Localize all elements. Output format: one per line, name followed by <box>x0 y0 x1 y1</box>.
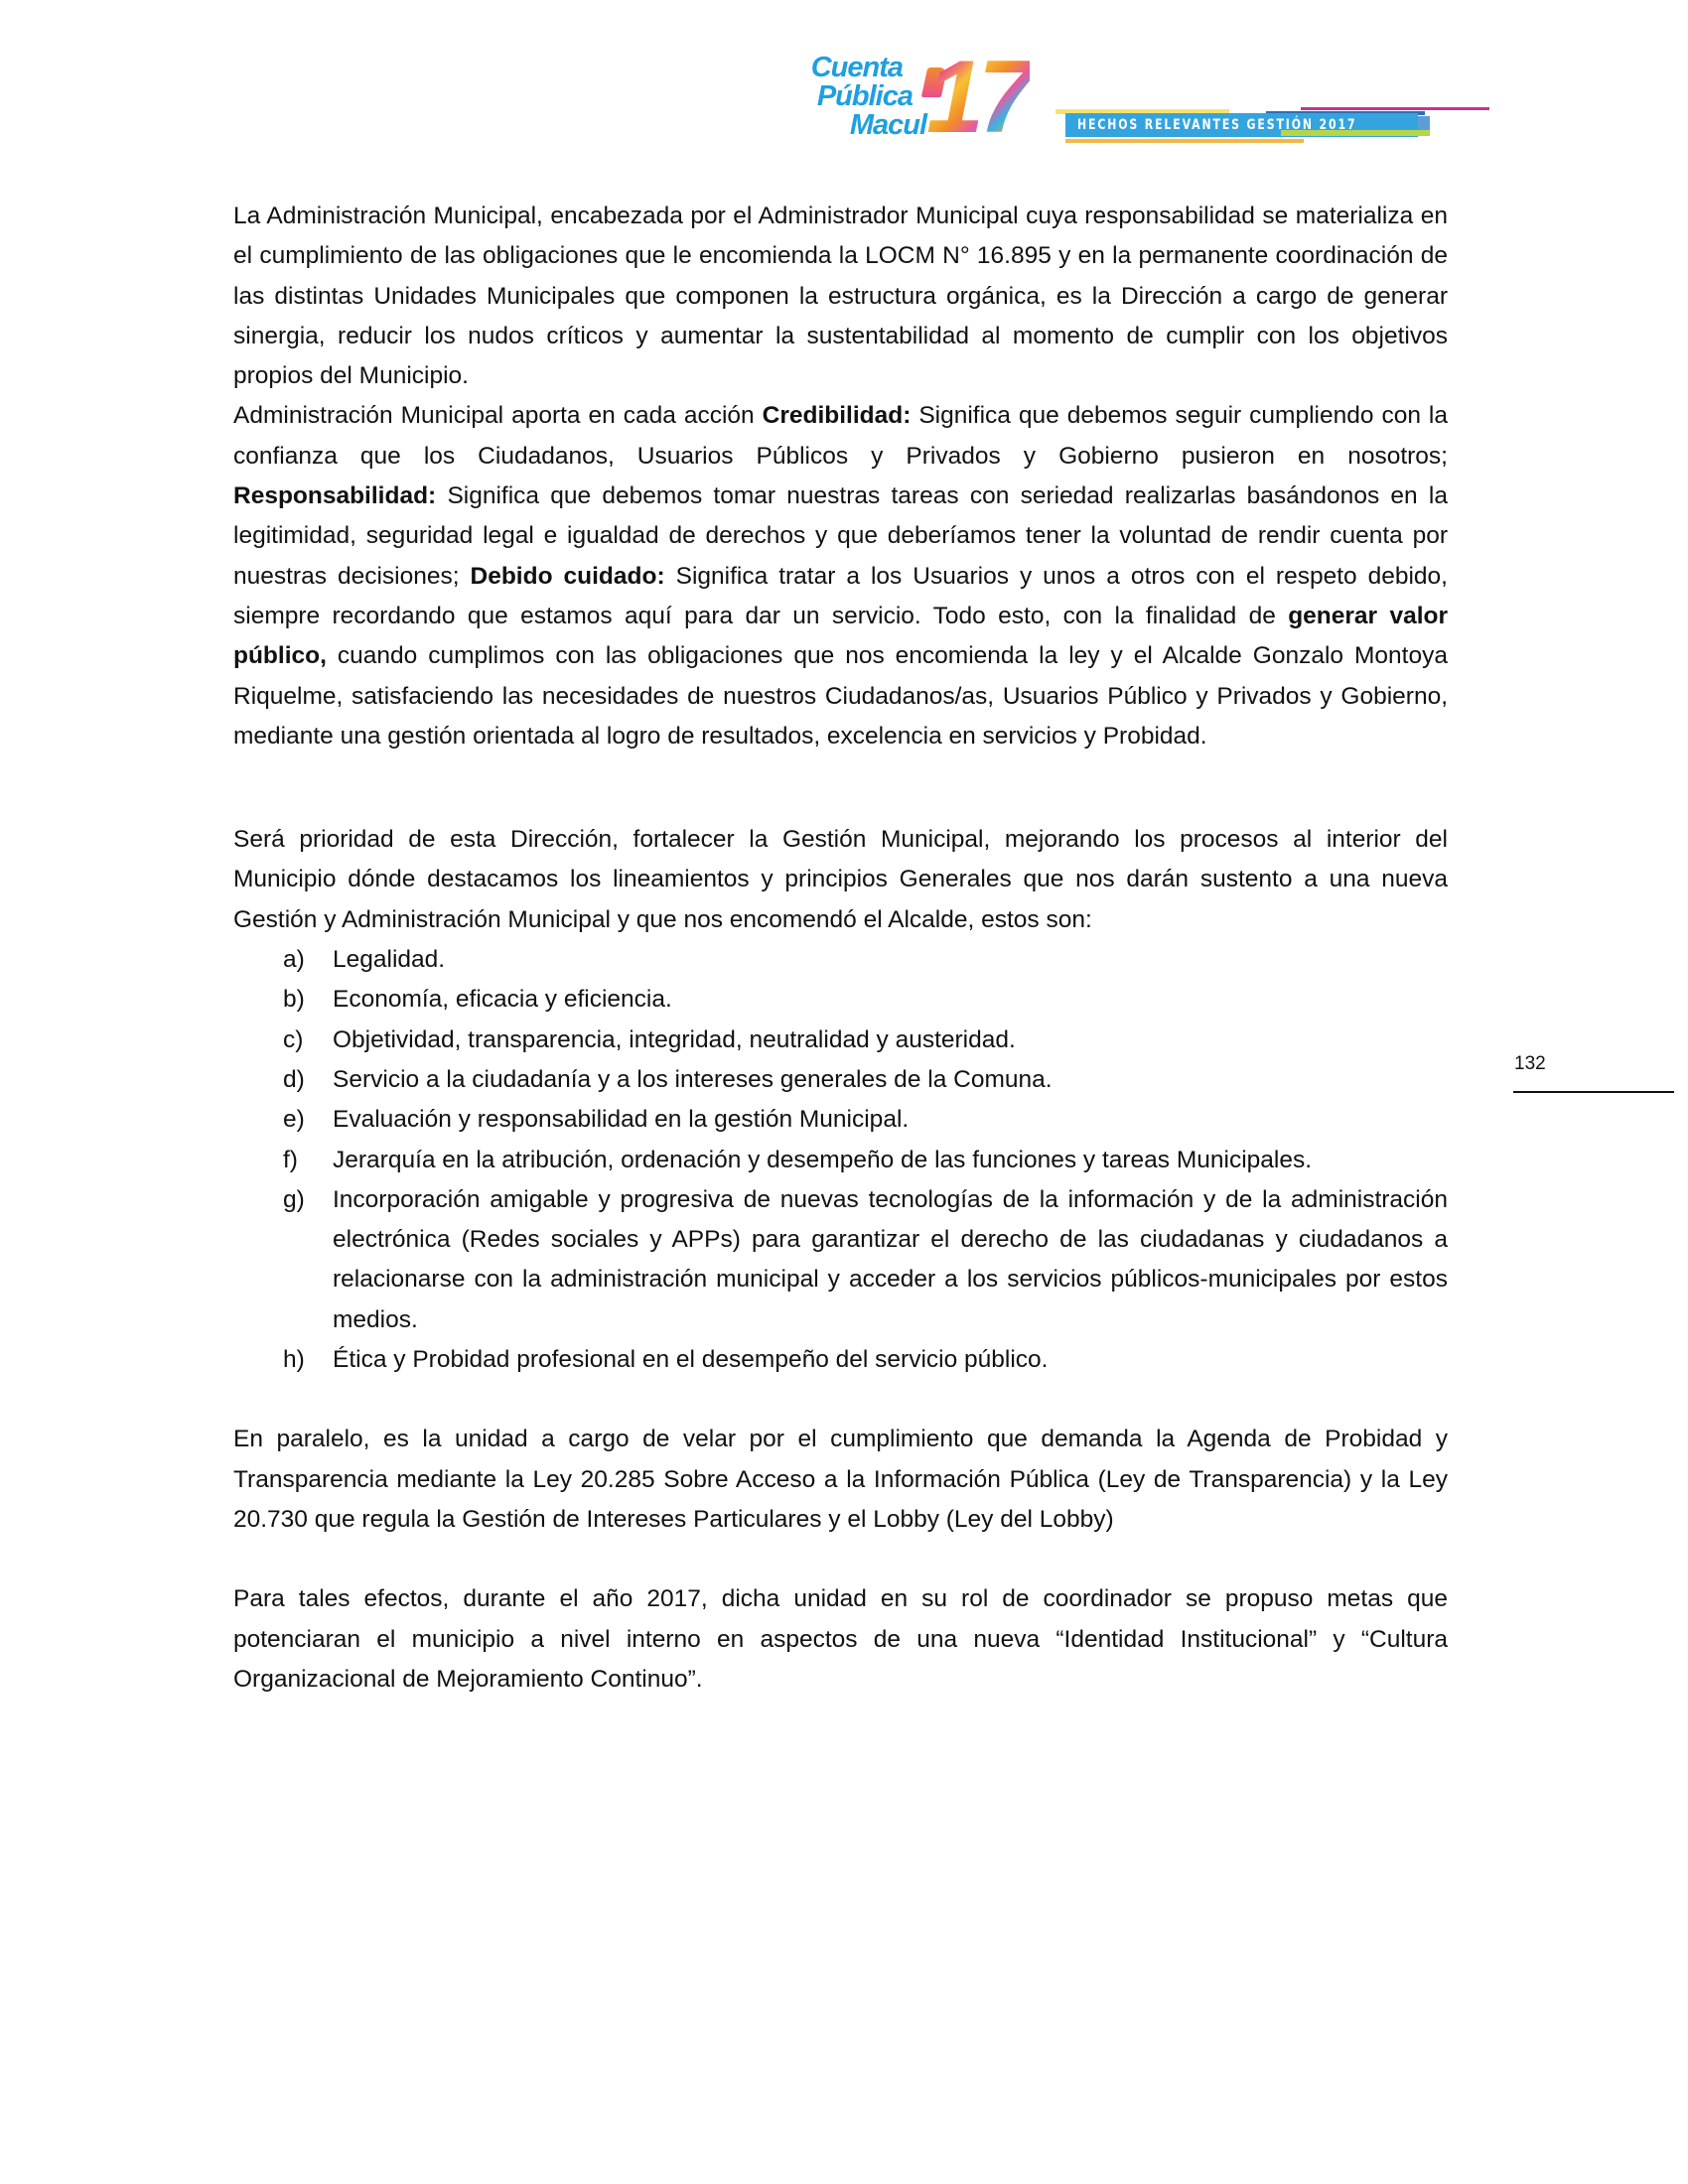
logo-line-1: Cuenta <box>810 52 903 83</box>
list-letter: b) <box>283 986 305 1014</box>
cuenta-publica-macul-logo <box>777 40 1036 155</box>
list-item <box>233 1141 1448 1180</box>
banner-title: HECHOS RELEVANTES GESTIÓN 2017 <box>1077 117 1357 133</box>
list-letter: c) <box>283 1025 304 1053</box>
list-item <box>233 1180 1448 1340</box>
list-item-text: Jerarquía en la atribución, ordenación y desempeño de las funciones y tareas Municipales. <box>333 1146 1313 1173</box>
list-item <box>233 980 1448 1020</box>
paragraph-priorities: Será prioridad de esta Dirección, fortalecer la Gestión Municipal, mejorando los procesos al interior del Municipio dónde destacamos los lineamientos y principios Generales que nos darán sustento a una nueva Gestión y Administración Municipal y que nos encomendó el Alcalde, estos son: <box>233 826 1448 933</box>
paragraph-administration-intro: La Administración Municipal, encabezada por el Administrador Municipal cuya responsabilidad se materializa en el cumplimiento de las obligaciones que le encomienda la LOCM N° 16.895 y en la permanente coordinación de las distintas Unidades Municipales que componen la estructura orgánica, es la Dirección a cargo de generar sinergia, reducir los nudos críticos y aumentar la sustentabilidad al momento de cumplir con los objetivos propios del Municipio. <box>233 203 1448 390</box>
list-item <box>233 1060 1448 1100</box>
values-text-4: Significa tratar a los Usuarios y unos a otros con el respeto debido, siempre recordando que estamos aquí para dar un servicio. Todo esto, con la finalidad de <box>233 562 1448 629</box>
spacer <box>233 756 1448 820</box>
page-number: 132 <box>1514 1053 1546 1074</box>
banner-stripe-magenta <box>1301 107 1489 110</box>
value-generar-valor-publico: generar valor público, <box>233 602 1449 670</box>
spacer <box>233 1380 1448 1420</box>
logo-line-2: Pública <box>816 80 913 112</box>
paragraph-values <box>233 396 1448 756</box>
banner-stripe-orange <box>1065 139 1304 143</box>
list-item-text: Servicio a la ciudadanía y a los intereses generales de la Comuna. <box>333 1065 1053 1093</box>
logo-wordmark <box>777 54 926 140</box>
list-item-text: Incorporación amigable y progresiva de nuevas tecnologías de la información y de la administración electrónica (Redes sociales y APPs) para garantizar el derecho de las ciudadanas y ciudadanos a relacionarse con la administración municipal y acceder a los servicios públicos-municipales por estos medios. <box>333 1185 1448 1333</box>
list-item-text: Ética y Probidad profesional en el desempeño del servicio público. <box>333 1346 1049 1374</box>
list-letter: f) <box>283 1146 298 1173</box>
spacer <box>233 1540 1448 1579</box>
list-letter: e) <box>283 1106 305 1134</box>
header-banner <box>1048 99 1445 147</box>
paragraph-transparency: En paralelo, es la unidad a cargo de velar por el cumplimiento que demanda la Agenda de Probidad y Transparencia mediante la Ley 20.285 Sobre Acceso a la Información Pública (Ley de Transparencia) y la Ley 20.730 que regula la Gestión de Intereses Particulares y el Lobby (Ley del Lobby) <box>233 1426 1448 1533</box>
value-debido-cuidado: Debido cuidado: <box>470 562 665 590</box>
list-letter: h) <box>283 1346 305 1374</box>
page-number-rule <box>1513 1091 1674 1093</box>
list-item-text: Evaluación y responsabilidad en la gestión Municipal. <box>333 1106 910 1134</box>
list-item-text: Objetividad, transparencia, integridad, neutralidad y austeridad. <box>333 1025 1016 1053</box>
values-text-5: cuando cumplimos con las obligaciones que nos encomienda la ley y el Alcalde Gonzalo Montoya Riquelme, satisfaciendo las necesidades de nuestros Ciudadanos/as, Usuarios Público y Privados y Gobierno, mediante una gestión orientada al logro de resultados, excelencia en servicios y Probidad. <box>233 642 1448 750</box>
list-letter: g) <box>283 1185 305 1213</box>
list-letter: d) <box>283 1065 305 1093</box>
document-body <box>233 197 1448 1700</box>
logo-year: 17 <box>926 40 1030 155</box>
value-credibilidad: Credibilidad: <box>762 402 912 430</box>
list-item-text: Economía, eficacia y eficiencia. <box>333 986 672 1014</box>
list-item <box>233 1340 1448 1380</box>
list-letter: a) <box>283 946 305 974</box>
list-item <box>233 1100 1448 1140</box>
list-item <box>233 1021 1448 1060</box>
list-item-text: Legalidad. <box>333 946 446 974</box>
paragraph-goals-2017: Para tales efectos, durante el año 2017, dicha unidad en su rol de coordinador se propuso metas que potenciaran el municipio a nivel interno en aspectos de una nueva “Identidad Institucional” y “Cultura Organizacional de Mejoramiento Continuo”. <box>233 1585 1448 1693</box>
list-item <box>233 940 1448 980</box>
values-text-3: Significa que debemos tomar nuestras tareas con seriedad realizarlas basándonos en la legitimidad, seguridad legal e igualdad de derechos y que deberíamos tener la voluntad de rendir cuenta por nuestras decisiones; <box>233 482 1448 590</box>
values-text-1: Administración Municipal aporta en cada acción <box>233 402 763 430</box>
values-text-2: Significa que debemos seguir cumpliendo con la confianza que los Ciudadanos, Usuarios Públicos y Privados y Gobierno pusieron en nosotros; <box>233 402 1448 470</box>
logo-line-3: Macul <box>849 109 926 141</box>
principles-list <box>233 940 1448 1380</box>
value-responsabilidad: Responsabilidad: <box>233 482 437 510</box>
